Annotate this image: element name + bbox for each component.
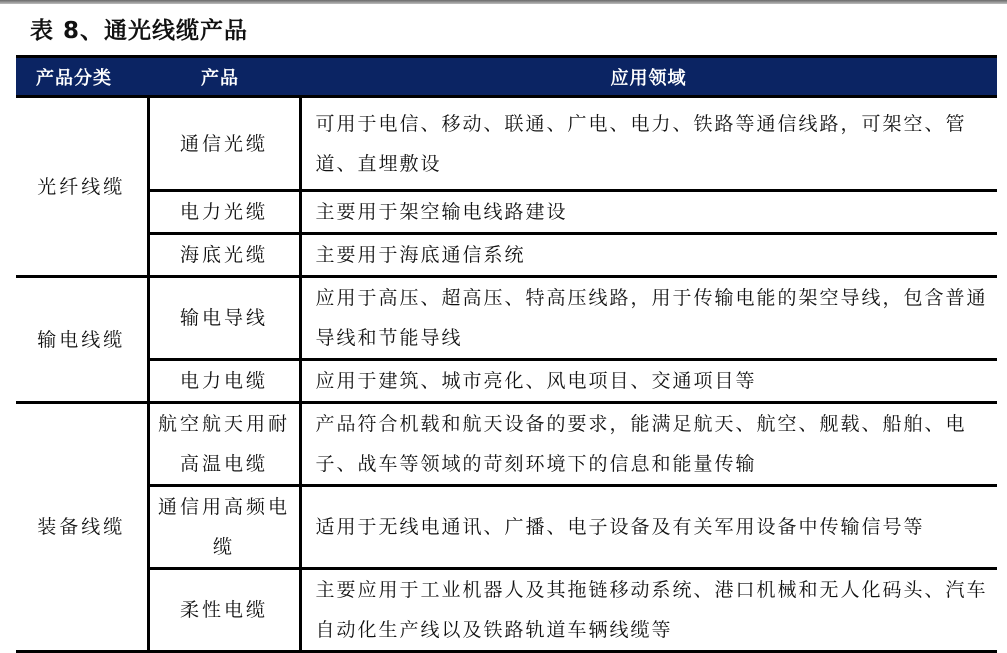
table-row — [16, 360, 997, 403]
table-row — [16, 277, 997, 360]
application-cell: 应用于建筑、城市亮化、风电项目、交通项目等 — [300, 360, 997, 403]
application-cell: 应用于高压、超高压、特高压线路，用于传输电能的架空导线，包含普通导线和节能导线 — [300, 277, 997, 360]
application-cell: 可用于电信、移动、联通、广电、电力、铁路等通信线路，可架空、管道、直埋敷设 — [300, 97, 997, 191]
table-row — [16, 569, 997, 652]
category-cell: 光纤线缆 — [16, 97, 148, 277]
application-cell: 主要用于海底通信系统 — [300, 234, 997, 277]
header-product: 产品 — [148, 57, 300, 97]
table-row — [16, 403, 997, 486]
product-cell: 海底光缆 — [148, 234, 300, 277]
header-application: 应用领域 — [300, 57, 997, 97]
product-cell: 柔性电缆 — [148, 569, 300, 652]
application-cell: 主要用于架空输电线路建设 — [300, 191, 997, 234]
table-row — [16, 191, 997, 234]
table-row — [16, 97, 997, 191]
application-cell: 适用于无线电通讯、广播、电子设备及有关军用设备中传输信号等 — [300, 486, 997, 569]
application-cell: 主要应用于工业机器人及其拖链移动系统、港口机械和无人化码头、汽车自动化生产线以及铁路轨道车辆线缆等 — [300, 569, 997, 652]
table-row — [16, 486, 997, 569]
top-edge-bar — [0, 0, 1007, 4]
product-cell: 通信光缆 — [148, 97, 300, 191]
product-cell: 输电导线 — [148, 277, 300, 360]
product-table — [16, 55, 997, 653]
product-cell: 通信用高频电缆 — [148, 486, 300, 569]
table-row — [16, 234, 997, 277]
product-cell: 电力光缆 — [148, 191, 300, 234]
product-cell: 航空航天用耐高温电缆 — [148, 403, 300, 486]
application-cell: 产品符合机载和航天设备的要求，能满足航天、航空、舰载、船舶、电子、战车等领域的苛刻环境下的信息和能量传输 — [300, 403, 997, 486]
product-cell: 电力电缆 — [148, 360, 300, 403]
table-header-row — [16, 57, 997, 97]
category-cell: 装备线缆 — [16, 403, 148, 652]
category-cell: 输电线缆 — [16, 277, 148, 403]
table-title: 表 8、通光线缆产品 — [30, 18, 249, 44]
header-category: 产品分类 — [16, 57, 148, 97]
